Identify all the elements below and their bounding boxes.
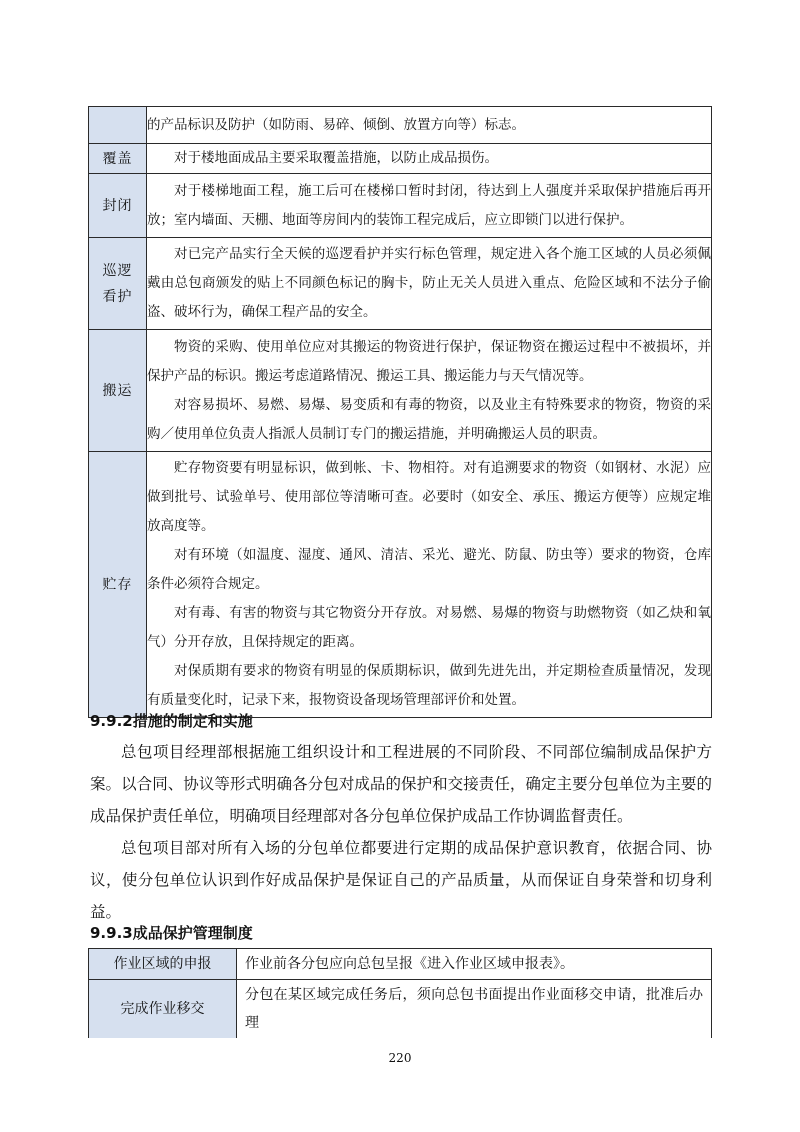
row-content [147,144,712,174]
table-row [89,238,712,330]
table-row [89,330,712,452]
management-system-table [88,948,712,1038]
paragraph: 对保质期有要求的物资有明显的保质期标识，做到先进先出，并定期检查质量情况，发现有质量变化时，记录下来，报物资设备现场管理部评价和处置。 [147,663,711,708]
row-label-cover: 覆盖 [89,144,147,174]
page-number: 220 [388,1051,412,1065]
row-content: 分包在某区域完成任务后，须向总包书面提出作业面移交申请，批准后办理 [237,980,712,1039]
row-label-handover: 完成作业移交 [89,980,237,1039]
row-label-continued [89,107,147,144]
row-content: 作业前各分包应向总包呈报《进入作业区域申报表》。 [237,949,712,980]
paragraph: 对于楼梯地面工程，施工后可在楼梯口暂时封闭，待达到上人强度并采取保护措施后再开放；室内墙面、天棚、地面等房间内的装饰工程完成后，应立即锁门以进行保护。 [147,182,711,228]
section-body [90,736,712,928]
paragraph: 对于楼地面成品主要采取覆盖措施，以防止成品损伤。 [174,150,498,166]
protection-measures-table [88,106,712,718]
paragraph: 对有环境（如温度、湿度、通风、清洁、采光、避光、防鼠、防虫等）要求的物资，仓库条件必须符合规定。 [147,547,711,592]
table-row [89,452,712,718]
paragraph: 对有毒、有害的物资与其它物资分开存放。对易燃、易爆的物资与助燃物资（如乙炔和氧气）分开存放，且保持规定的距离。 [147,605,711,650]
row-label-area-declaration: 作业区域的申报 [89,949,237,980]
table-row [89,144,712,174]
row-label-seal: 封闭 [89,174,147,238]
paragraph: 物资的采购、使用单位应对其搬运的物资进行保护，保证物资在搬运过程中不被损坏，并保护产品的标识。搬运考虑道路情况、搬运工具、搬运能力与天气情况等。 [147,338,711,384]
row-content [147,330,712,452]
table-row [89,107,712,144]
row-content [147,452,712,718]
table-row [89,174,712,238]
section-heading-9-9-3: 9.9.3成品保护管理制度 [90,924,253,942]
row-label-patrol: 巡逻 看护 [89,238,147,330]
row-content [147,174,712,238]
row-label-storage: 贮存 [89,452,147,718]
paragraph: 对已完产品实行全天候的巡逻看护并实行标色管理，规定进入各个施工区域的人员必须佩戴由总包商颁发的贴上不同颜色标记的胸卡，防止无关人员进入重点、危险区域和不法分子偷盗、破坏行为，确保工程产品的安全。 [147,246,711,320]
paragraph: 总包项目部对所有入场的分包单位都要进行定期的成品保护意识教育，依据合同、协议，使分包单位认识到作好成品保护是保证自己的产品质量，从而保证自身荣誉和切身利益。 [90,839,712,921]
section-heading-9-9-2: 9.9.2措施的制定和实施 [90,712,253,730]
row-content [147,107,712,144]
paragraph: 对容易损坏、易燃、易爆、易变质和有毒的物资，以及业主有特殊要求的物资，物资的采购／使用单位负责人指派人员制订专门的搬运措施，并明确搬运人员的职责。 [147,396,711,442]
paragraph: 贮存物资要有明显标识，做到帐、卡、物相符。对有追溯要求的物资（如钢材、水泥）应做到批号、试验单号、使用部位等清晰可查。必要时（如安全、承压、搬运方便等）应规定堆放高度等。 [147,460,711,534]
paragraph: 的产品标识及防护（如防雨、易碎、倾倒、放置方向等）标志。 [147,116,525,133]
table-row [89,949,712,980]
row-label-transport: 搬运 [89,330,147,452]
paragraph: 总包项目经理部根据施工组织设计和工程进展的不同阶段、不同部位编制成品保护方案。以合同、协议等形式明确各分包对成品的保护和交接责任，确定主要分包单位为主要的成品保护责任单位，明确项目经理部对各分包单位保护成品工作协调监督责任。 [90,743,712,825]
row-content [147,238,712,330]
table-row [89,980,712,1039]
